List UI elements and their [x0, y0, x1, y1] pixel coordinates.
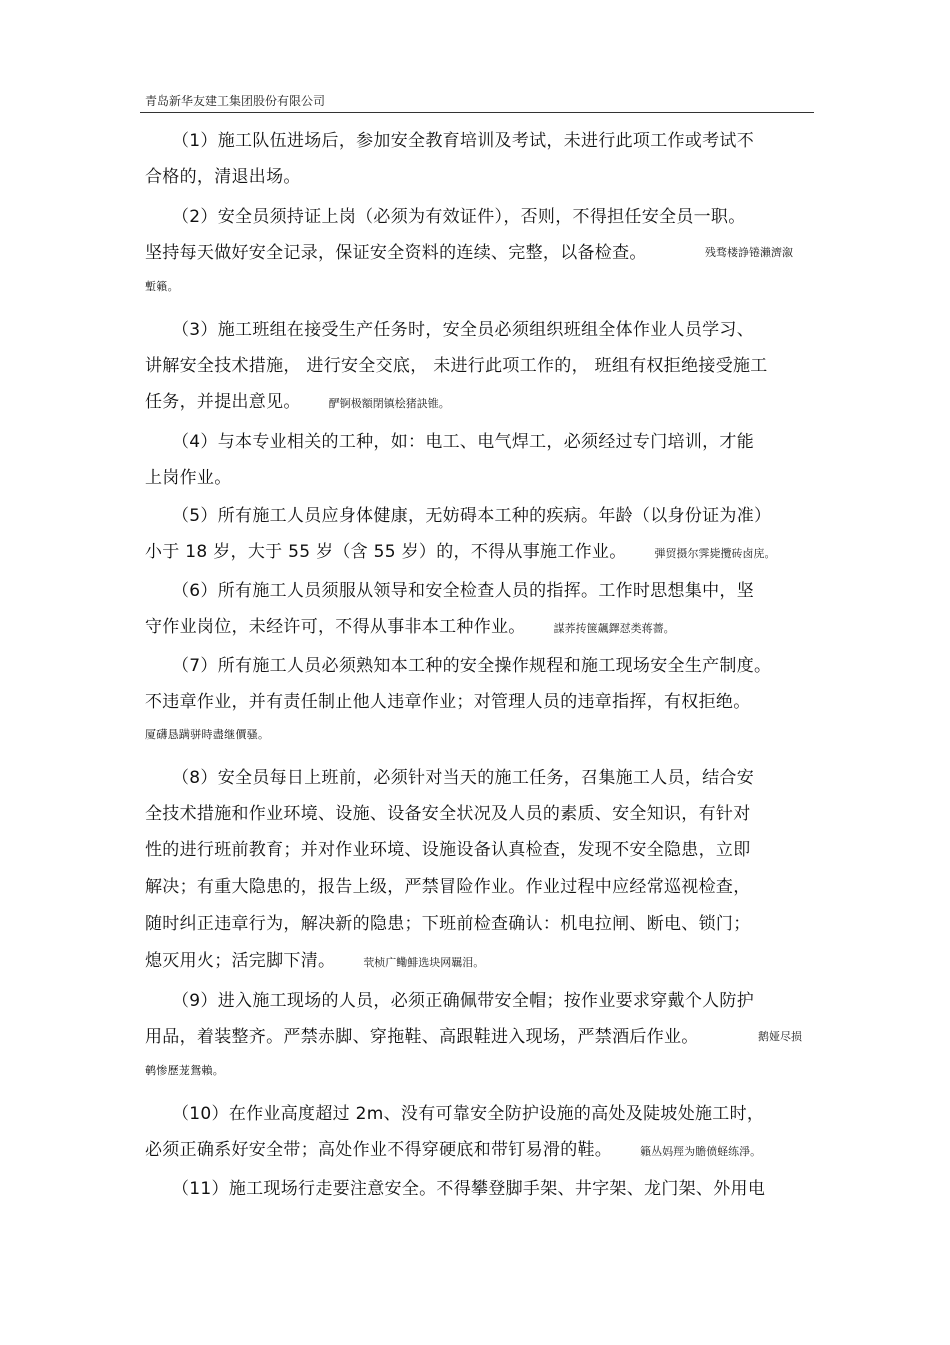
- para-3-text: 任务，并提出意见。: [145, 392, 301, 412]
- garbled-note: 厦礴恳蹒骈時盡继價骚。: [145, 728, 270, 741]
- para-8-line-6: [145, 946, 484, 971]
- para-9-line-2: 用品，着装整齐。严禁赤脚、穿拖鞋、高跟鞋进入现场，严禁酒后作业。: [145, 1027, 699, 1047]
- para-6-line-2: [145, 612, 675, 637]
- company-header: 青岛新华友建工集团股份有限公司: [145, 94, 326, 108]
- garbled-note: 塹籟。: [145, 280, 179, 293]
- para-9-line-1: （9）进入施工现场的人员，必须正确佩带安全帽；按作业要求穿戴个人防护: [172, 991, 755, 1011]
- garbled-note: 籟丛妈羥为贍偾蛏练淨。: [640, 1145, 762, 1158]
- para-8-line-2: 全技术措施和作业环境、设施、设备安全状况及人员的素质、安全知识，有针对: [145, 804, 751, 824]
- para-1-line-2: 合格的，清退出场。: [145, 167, 301, 187]
- para-5-text: 小于 18 岁，大于 55 岁（含 55 岁）的，不得从事施工作业。: [145, 542, 627, 562]
- para-3-line-2: 讲解安全技术措施， 进行安全交底， 未进行此项工作的， 班组有权拒绝接受施工: [145, 356, 768, 376]
- header-divider: [140, 112, 814, 113]
- para-8-line-5: 随时纠正违章行为，解决新的隐患；下班前检查确认：机电拉闸、断电、锁门；: [145, 914, 751, 934]
- para-1-line-1: （1）施工队伍进场后，参加安全教育培训及考试，未进行此项工作或考试不: [172, 131, 755, 151]
- para-6-text: 守作业岗位，未经许可，不得从事非本工种作业。: [145, 617, 526, 637]
- para-3-line-3: [145, 387, 450, 412]
- garbled-note: 謀荞抟箧飆鐸怼类蒋薔。: [553, 622, 675, 635]
- para-5-line-1: （5）所有施工人员应身体健康，无妨碍本工种的疾病。年龄（以身份证为准）: [172, 506, 772, 526]
- para-2-line-1: （2）安全员须持证上岗（必须为有效证件），否则，不得担任安全员一职。: [172, 207, 746, 227]
- para-8-line-4: 解决；有重大隐患的，报告上级，严禁冒险作业。作业过程中应经常巡视检查，: [145, 877, 751, 897]
- garbled-note: 鹌惨歷茏鴛賴。: [145, 1064, 225, 1077]
- para-3-line-1: （3）施工班组在接受生产任务时，安全员必须组织班组全体作业人员学习、: [172, 320, 755, 340]
- para-10-text: 必须正确系好安全带；高处作业不得穿硬底和带钉易滑的鞋。: [145, 1140, 613, 1160]
- garbled-note: 鹅娅尽损: [758, 1030, 802, 1043]
- para-11-line-1: （11）施工现场行走要注意安全。不得攀登脚手架、井字架、龙门架、外用电: [172, 1179, 766, 1199]
- para-10-line-1: （10）在作业高度超过 2m、没有可靠安全防护设施的高处及陡坡处施工时，: [172, 1104, 765, 1124]
- garbled-note: 茕桢广鳓鯡选块网羈泪。: [363, 956, 485, 969]
- garbled-note: 残骛楼諍锩瀨濟溆: [705, 246, 793, 259]
- para-2-line-2: 坚持每天做好安全记录，保证安全资料的连续、完整，以备检查。: [145, 243, 647, 263]
- para-8-text: 熄灭用火；活完脚下清。: [145, 951, 336, 971]
- garbled-note: 弾贸摄尔霁毙攬砖卤庑。: [654, 547, 776, 560]
- para-6-line-1: （6）所有施工人员须服从领导和安全检查人员的指挥。工作时思想集中，坚: [172, 581, 755, 601]
- para-8-line-1: （8）安全员每日上班前，必须针对当天的施工任务，召集施工人员，结合安: [172, 768, 755, 788]
- para-8-line-3: 性的进行班前教育；并对作业环境、设施设备认真检查，发现不安全隐患，立即: [145, 840, 751, 860]
- garbled-note: 酽锕极額閉镇桧猪訣锥。: [328, 397, 450, 410]
- para-10-line-2: [145, 1135, 761, 1160]
- para-7-line-2: 不违章作业，并有责任制止他人违章作业；对管理人员的违章指挥，有权拒绝。: [145, 692, 751, 712]
- para-4-line-2: 上岗作业。: [145, 468, 232, 488]
- para-7-line-1: （7）所有施工人员必须熟知本工种的安全操作规程和施工现场安全生产制度。: [172, 656, 772, 676]
- para-5-line-2: [145, 537, 776, 562]
- para-4-line-1: （4）与本专业相关的工种，如：电工、电气焊工，必须经过专门培训，才能: [172, 432, 755, 452]
